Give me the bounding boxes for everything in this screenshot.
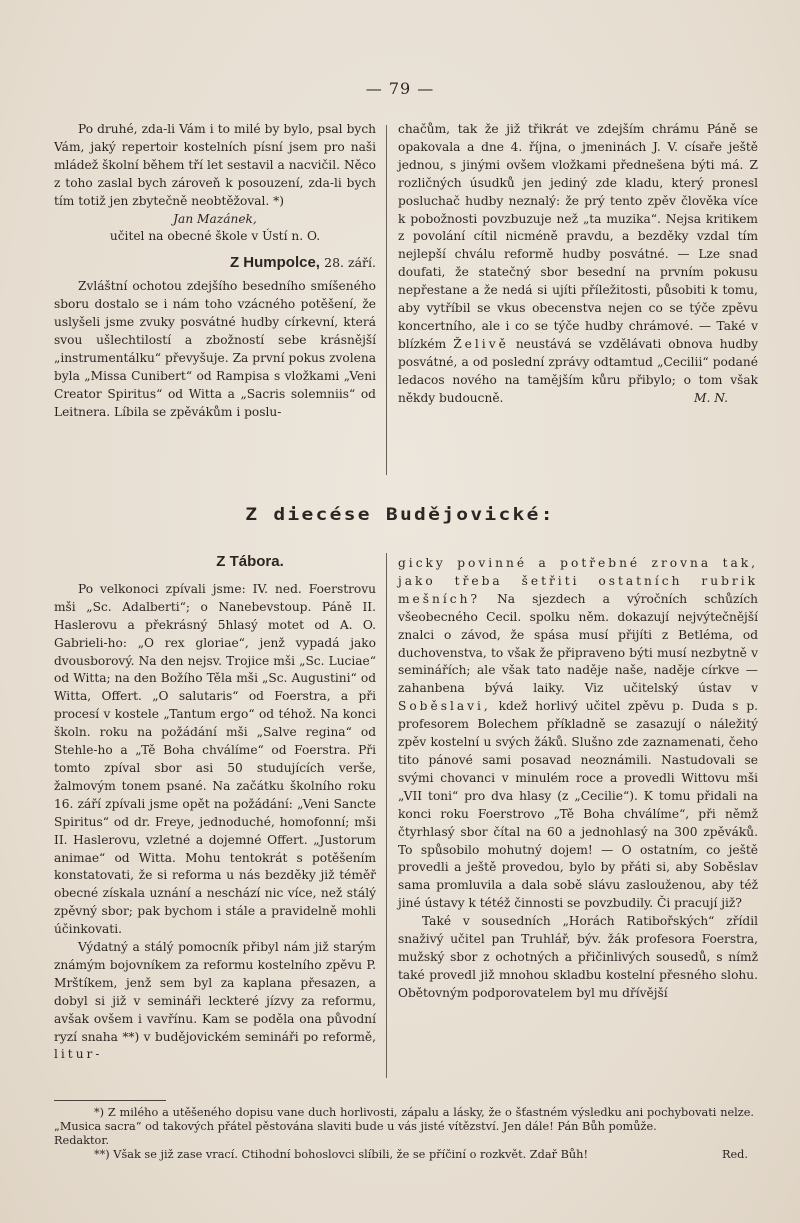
footnote-2-signature: Red. (721, 1148, 748, 1161)
ratiborice-paragraph: Také v sousedních „Horách Ratibořských“ zřídil snaživý učitel pan Truhlář, býv. žák profesora Foerstra, mužský sbor z ochotných a přičinlivých sousedů, s nímž také provedl již mnohou skladbu kostelní přesného slohu. Obětovným podporovatelem byl mu dřívější (398, 914, 758, 1000)
footnote-rule (54, 1100, 166, 1101)
paragraph-text: Výdatný a stálý pomocník přibyl nám již starým známým bojovníkem za reformu kostelního zpěvu P. Mrštíkem, jenž sem byl za kaplana přesazen, a dobyl si již v semináři leckteré jízvy za reformu, avšak ovšem i vavřínu. Kam se poděla ona původní ryzí snaha **) v budějovickém semináři po reformě, (54, 940, 376, 1044)
heading-tabor: Z Tábora. (216, 553, 284, 570)
letter-paragraph: Po druhé, zda-li Vám i to milé by bylo, psal bych Vám, jaký repertoir kostelních písní jsem pro naši mládež školní během tří let sestavil a nacvičil. Něco z toho zaslal bych zároveň k posouzení, zda-li bych tím totiž jen zbytečně neobtěžoval. *) (54, 122, 376, 208)
page-number: — 79 — (365, 79, 435, 98)
footnote-1: *) Z milého a utěšeného dopisu vane duch horlivosti, zápalu a lásky, že o šťastném výsledku ani pochybovati nelze. „Musica sacra“ od takových přátel pěstována slaviti bude u vás jisté vítězství. Jen dále! Pán Bůh pomůže. (54, 1106, 754, 1133)
author-name: Jan Mazánek, (173, 211, 257, 226)
place-sobeslav: Soběslavi, (398, 699, 491, 714)
section-title: Z diecése Budějovické: (245, 505, 555, 525)
paragraph-text: chačům, tak že již třikrát ve zdejším chrámu Páně se opakovala a dne 4. října, o jmeninách J. V. císaře ještě jednou, s jinými ovšem vložkami přednešena býti má. Z rozličných úsudků jen jediný zde kladu, který pronesl posluchač hudby neznalý: že prý tento zpěv člověka více k pobožnosti povzbuzuje než „ta muzika“. Nejsa kritikem z povolání cítil nicméně pravdu, a bezděky vzdal tím nejlepší chválu reformě hudby posvátné. — Lze snad doufati, že statečný sbor besední na prvním pokusu nepřestane a že nedá si ujíti příležitosti, působiti k tomu, aby vytříbil se vkus obecenstva nejen co se týče zpěvu koncertního, ale i co se týče hudby chrámové. — Také v blízkém (398, 122, 758, 351)
spaced-text: gicky povinné a potřebné zrovna tak, jako třeba šetřiti ostatních rubrik mešních? (398, 556, 758, 606)
footnote-2-row (54, 1148, 754, 1162)
column-divider-2 (386, 553, 387, 1078)
tabor-paragraph-1: Po velkonoci zpívali jsme: IV. ned. Foerstrovu mši „Sc. Adalberti“; o Nanebevstoup. Páně II. Haslerovu a překrásný 5hlasý motet od A. O. Gabrieli-ho: „O rex gloriae“, jenž vypadá jako dvousborový. Na den nejsv. Trojice mši „Sc. Luciae“ od Witta; na den Božího Těla mši „Sc. Augustini“ od Witta, Offert. „O salutaris“ od Foerstra, a při procesí v kostele „Tantum ergo“ od téhož. Na konci školn. roku na požádání mši „Salve regina“ od Stehle-ho a „Tě Boha chválíme“ od Foerstra. Při tomto zpíval sbor asi 50 studujících verše, žalmovým tonem psané. Na začátku školního roku 16. září zpívali jsme opět na požádání: „Veni Sancte Spiritus“ od dr. Freye, jednoduché, homofonní; mši II. Haslerovu, vzletné a dojemné Offert. „Justorum animae“ od Witta. Mohu tentokrát s potěšením konstatovati, že si reforma u nás bezděky již téměř obecné získala uznání a neschází nic více, než stálý zpěvný sbor; pak bychom i stále a pravidelně mohli účinkovati. (54, 581, 376, 937)
heading-place: Z Humpolce, (229, 254, 320, 272)
humpolec-paragraph: Zvláštní ochotou zdejšího besedního smíšeného sboru dostalo se i nám toho vzácného potěšení, že uslyšeli jsme zvuky posvátné hudby církevní, která svou ušlechtilostí a zbožností sebe krásnější „instrumentálku“ převyšuje. Za první pokus zvolena byla „Missa Cunibert“ od Rampisa s vložkami „Veni Creator Spiritus“ od Witta a „Sacris solemniis“ od Leitnera. Líbila se zpěvákům i poslu- (54, 279, 376, 419)
column-bottom-right (398, 555, 758, 1003)
tabor-paragraph-cont (398, 555, 758, 913)
column-top-right (398, 121, 758, 407)
tabor-paragraph-2 (54, 939, 376, 1064)
column-bottom-left (54, 553, 376, 1064)
signature: M. N. (694, 390, 728, 405)
paragraph-text-end: neustává se vzdělávati obnova hudby posvátné, a od poslední zprávy odtamtud „Cecilii“ podané ledacos nového na tamějším kůru přibylo; o tom však někdy budoucně. (398, 336, 758, 405)
paragraph-text: Na sjezdech a výročních schůzích všeobecného Cecil. spolku něm. dokazují nejvýtečnější znalci o závod, že spása musí přijíti z Betléma, od duchovenstva, to však že připraveno býti musí nezbytně v seminářích; ale však tato naděje naše, naděje církve — zahanbena bývá laiky. Viz učitelský ústav v (398, 591, 758, 696)
author-title: učitel na obecné škole v Ústí n. O. (109, 229, 321, 244)
footnotes (54, 1106, 754, 1162)
heading-humpolec (54, 254, 376, 272)
footnote-2: **) Však se již zase vrací. Ctihodní bohoslovci slíbili, že se příčiní o rozkvět. Zdař Bůh! (94, 1148, 588, 1161)
heading-date: 28. září. (324, 255, 376, 271)
column-divider (386, 125, 387, 475)
spaced-word: litur- (54, 1047, 103, 1062)
paragraph-text-end: kdež horlivý učitel zpěvu p. Duda s p. profesorem Bolechem příkladně se zasazují o náležitý zpěv kostelní u svých žáků. Slušno zde zaznamenati, čeho tito pánové sami posavad neoznámili. Nastudovali se svými chovanci v minulém roce a provedli Wittovu mši „VII toni“ pro dva hlasy (z „Cecilie“). K tomu přidali na konci roku Foerstrovo „Tě Boha chválíme“, při němž čtyrhlasý sbor čítal na 60 a jednohlasý na 300 zpěváků. To spůsobilo mohutný dojem! — O ostatním, co ještě provedli a ještě provedou, bylo by přáti si, aby Soběslav sama promluvila a dala sobě slávu zaslouženou, aby též jiné ústavy k tétéž činnosti se povzbudily. Či pracují již? (398, 699, 759, 911)
humpolec-paragraph-cont (398, 121, 758, 408)
column-top-left (54, 121, 376, 422)
place-zeliv: Želivě (453, 336, 509, 351)
footnote-1-signature: Redaktor. (54, 1134, 110, 1147)
